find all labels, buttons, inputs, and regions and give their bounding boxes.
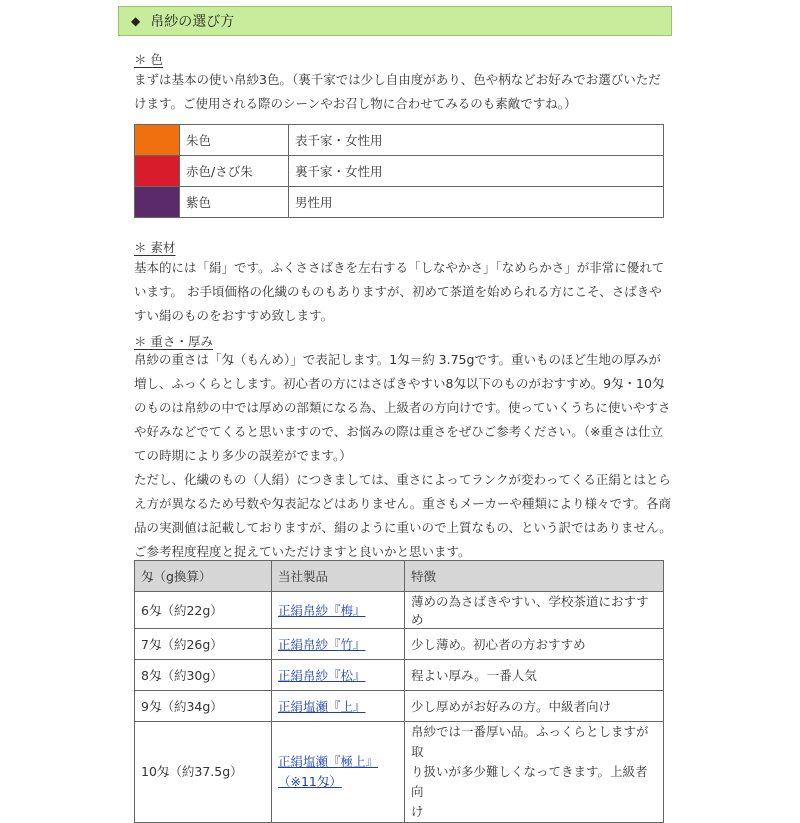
color-section-title: ＊ 色 <box>134 52 163 67</box>
section-header <box>118 6 672 36</box>
weight-value: 7匁（約26g） <box>135 629 272 660</box>
material-line: すい絹のものをおすすめ致します。 <box>134 308 334 323</box>
weight-value: 9匁（約34g） <box>135 691 272 722</box>
color-swatch <box>135 156 180 187</box>
product-cell <box>272 660 405 691</box>
weight-row <box>135 691 664 722</box>
header-product: 当社製品 <box>272 561 405 592</box>
material-section-title: ＊ 素材 <box>134 240 176 255</box>
weight-line: 増し、ふっくらとします。初心者の方にはさばきやすい8匁以下のものがおすすめ。9匁・10匁 <box>134 376 665 391</box>
color-name: 紫色 <box>180 187 289 218</box>
product-link[interactable]: 正絹帛紗『松』 <box>278 668 366 683</box>
color-swatch <box>135 187 180 218</box>
weight-value: 10匁（約37.5g） <box>135 722 272 823</box>
weight-line: や好みなどでてくると思いますので、お悩みの際は重さをぜひご参考ください。（※重さは仕立 <box>134 424 663 439</box>
weight-line: ご参考程度程度と捉えていただけますと良いかと思います。 <box>134 544 471 559</box>
feature-line: 帛紗では一番厚い品。ふっくらとしますが取 <box>411 724 649 759</box>
header-title: 帛紗の選び方 <box>150 14 235 30</box>
product-link[interactable]: 正絹帛紗『竹』 <box>278 637 366 652</box>
weight-value: 6匁（約22g） <box>135 592 272 629</box>
weight-line: 品の実測値は記載しておりますが、絹のように重いので上質なもの、という訳ではありません。 <box>134 520 672 535</box>
weight-value: 8匁（約30g） <box>135 660 272 691</box>
color-line: まずは基本の使い帛紗3色。（裏千家では少し自由度があり、色や柄などお好みでお選びいただ <box>134 72 661 87</box>
feature-cell: 少し厚めがお好みの方。中級者向け <box>405 691 664 722</box>
weight-row <box>135 592 664 629</box>
color-row <box>135 125 664 156</box>
weight-line: ての時期により多少の誤差がでます。） <box>134 448 352 463</box>
color-line: けます。ご使用される際のシーンやお召し物に合わせてみるのも素敵ですね。） <box>134 96 577 111</box>
weight-row <box>135 629 664 660</box>
weight-row <box>135 660 664 691</box>
product-sub-link[interactable]: （※11匁） <box>278 774 342 789</box>
color-swatch <box>135 125 180 156</box>
color-use: 表千家・女性用 <box>289 125 664 156</box>
color-table <box>134 124 664 218</box>
feature-line: り扱いが多少難しくなってきます。上級者向 <box>411 764 648 799</box>
material-line: います。 お手頃価格の化繊のものもありますが、初めて茶道を始められる方にこそ、さばきや <box>134 284 662 299</box>
color-name: 朱色 <box>180 125 289 156</box>
color-row <box>135 187 664 218</box>
product-cell <box>272 629 405 660</box>
product-cell <box>272 691 405 722</box>
color-row <box>135 156 664 187</box>
header-feature: 特徴 <box>405 561 664 592</box>
weight-line: ただし、化繊のもの（人絹）につきましては、重さによってランクが変わってくる正絹とはとら <box>134 472 671 487</box>
product-link[interactable]: 正絹塩瀬『上』 <box>278 699 366 714</box>
color-description <box>134 68 674 116</box>
feature-cell: 薄めの為さばきやすい、学校茶道におすすめ <box>405 592 664 629</box>
color-use: 裏千家・女性用 <box>289 156 664 187</box>
feature-cell: 程よい厚み。一番人気 <box>405 660 664 691</box>
material-description <box>134 256 674 328</box>
color-use: 男性用 <box>289 187 664 218</box>
weight-line: 帛紗の重さは「匁（もんめ）」で表記します。1匁＝約 3.75gです。重いものほど生地の厚みが <box>134 352 661 367</box>
material-line: 基本的には「絹」です。ふくささばきを左右する「しなやかさ」「なめらかさ」が非常に優れて <box>134 260 665 275</box>
weight-table-header-row <box>135 561 664 592</box>
header-weight: 匁（g換算） <box>135 561 272 592</box>
feature-cell <box>405 722 664 823</box>
weight-description <box>134 348 674 564</box>
weight-section-title: ＊ 重さ・厚み <box>134 334 213 349</box>
product-cell <box>272 722 405 823</box>
weight-line: え方が異なるため号数や匁表記などはありません。重さもメーカーや種類により様々です。各商 <box>134 496 672 511</box>
diamond-icon: ◆ <box>131 14 141 28</box>
weight-line: のものは帛紗の中では厚めの部類になる為、上級者の方向けです。使っていくうちに使いやすさ <box>134 400 671 415</box>
product-cell <box>272 592 405 629</box>
color-name: 赤色/さび朱 <box>180 156 289 187</box>
product-link[interactable]: 正絹塩瀬『極上』 <box>278 754 379 769</box>
feature-cell: 少し薄め。初心者の方おすすめ <box>405 629 664 660</box>
weight-row <box>135 722 664 823</box>
product-link[interactable]: 正絹帛紗『梅』 <box>278 603 366 618</box>
feature-line: け <box>411 804 424 819</box>
weight-table <box>134 560 664 823</box>
